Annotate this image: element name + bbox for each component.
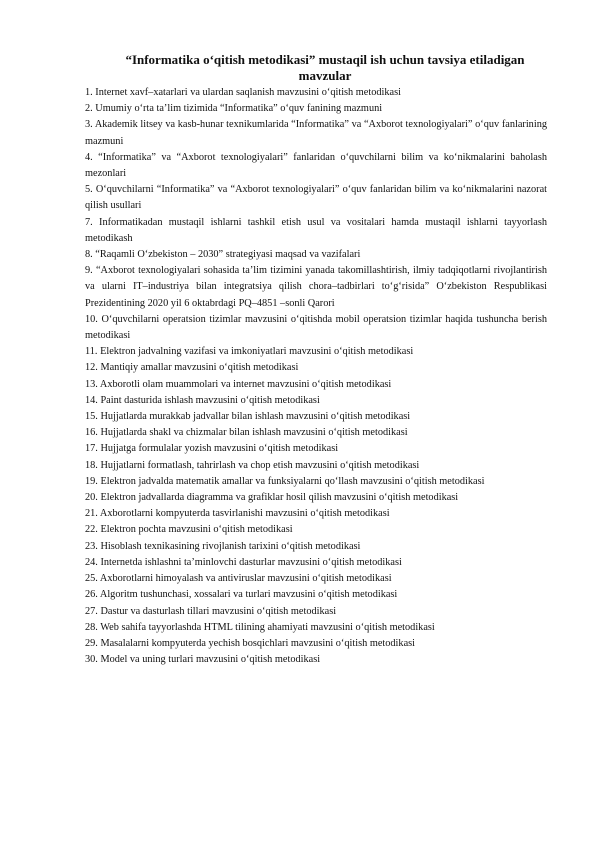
topic-item: 8. “Raqamli O‘zbekiston – 2030” strategiyasi maqsad va vazifalari (85, 249, 361, 261)
topic-item: 29. Masalalarni kompyuterda yechish bosqichlari mavzusini o‘qitish metodikasi (85, 637, 416, 649)
topic-item: 16. Hujjatlarda shakl va chizmalar bilan ishlash mavzusini o‘qitish metodikasi (85, 427, 408, 439)
topic-item: 13. Axborotli olam muammolari va internet mavzusini o‘qitish metodikasi (85, 378, 392, 390)
topic-item: 21. Axborotlarni kompyuterda tasvirlanishi mavzusini o‘qitish metodikasi (85, 508, 390, 520)
topic-item: 18. Hujjatlarni formatlash, tahrirlash va chop etish mavzusini o‘qitish metodikasi (85, 459, 420, 471)
topic-item: 11. Elektron jadvalning vazifasi va imkoniyatlari mavzusini o‘qitish metodikasi (85, 346, 414, 358)
topic-item: 4. “Informatika” va “Axborot texnologiyalari” fanlaridan o‘quvchilarni bilim va ko‘nikmalarini baholash mezonlari (85, 151, 547, 180)
topic-item: 3. Akademik litsey va kasb-hunar texnikumlarida “Informatika” va “Axborot texnologiyalari” o‘quv fanlarining mazmuni (85, 119, 547, 147)
topic-item: 19. Elektron jadvalda matematik amallar va funksiyalarni qo‘llash mavzusini o‘qitish metodikasi (85, 475, 485, 487)
topic-item: 22. Elektron pochta mavzusini o‘qitish metodikasi (85, 524, 293, 536)
topic-item: 5. O‘quvchilarni “Informatika” va “Axborot texnologiyalari” o‘quv fanlaridan bilim va ko‘nikmalarini nazorat qilish usullari (85, 184, 547, 212)
topic-item: 12. Mantiqiy amallar mavzusini o‘qitish metodikasi (85, 362, 299, 374)
topic-item: 26. Algoritm tushunchasi, xossalari va turlari mavzusini o‘qitish metodikasi (85, 589, 398, 601)
topic-item: 27. Dastur va dasturlash tillari mavzusini o‘qitish metodikasi (85, 605, 337, 617)
topic-item: 23. Hisoblash texnikasining rivojlanish tarixini o‘qitish metodikasi (85, 540, 361, 552)
topic-item: 2. Umumiy o‘rta ta’lim tizimida “Informatika” o‘quv fanining mazmuni (85, 103, 383, 115)
topic-item: 30. Model va uning turlari mavzusini o‘qitish metodikasi (85, 654, 321, 666)
topic-item: 7. Informatikadan mustaqil ishlarni tashkil etish usul va vositalari hamda mustaqil ishlarni tayyorlash metodikash (85, 216, 547, 244)
topic-item: 14. Paint dasturida ishlash mavzusini o‘qitish metodikasi (85, 394, 320, 406)
document-page (85, 52, 547, 668)
topic-item: 9. “Axborot texnologiyalari sohasida ta’lim tizimini yanada takomillashtirish, ilmiy tadqiqotlarni rivojlantirish va ularni IT–industriya bilan integratsiya qilish chora–tadbirlari to‘g‘risida” O‘zbekiston Respublikasi Prezidentining 2020 yil 6 oktabrdagi PQ–4851 –sonli Qarori (85, 265, 547, 309)
topic-item: 28. Web sahifa tayyorlashda HTML tilining ahamiyati mavzusini o‘qitish metodikasi (85, 621, 435, 633)
topic-item: 25. Axborotlarni himoyalash va antiviruslar mavzusini o‘qitish metodikasi (85, 573, 392, 585)
topic-item: 10. O‘quvchilarni operatsion tizimlar mavzusini o‘qitishda mobil operatsion tizimlar haqida tushuncha berish metodikasi (85, 313, 547, 342)
topic-item: 1. Internet xavf–xatarlari va ulardan saqlanish mavzusini o‘qitish metodikasi (85, 87, 401, 98)
topic-item: 20. Elektron jadvallarda diagramma va grafiklar hosil qilish mavzusini o‘qitish metodikasi (85, 492, 459, 504)
topic-item: 15. Hujjatlarda murakkab jadvallar bilan ishlash mavzusini o‘qitish metodikasi (85, 411, 411, 423)
document-title: “Informatika o‘qitish metodikasi” mustaqil ish uchun tavsiya etiladigan mavzular (125, 52, 525, 83)
topic-item: 17. Hujjatga formulalar yozish mavzusini o‘qitish metodikasi (85, 443, 339, 455)
topic-item: 24. Internetda ishlashni ta’minlovchi dasturlar mavzusini o‘qitish metodikasi (85, 556, 402, 568)
topic-list (85, 85, 547, 668)
